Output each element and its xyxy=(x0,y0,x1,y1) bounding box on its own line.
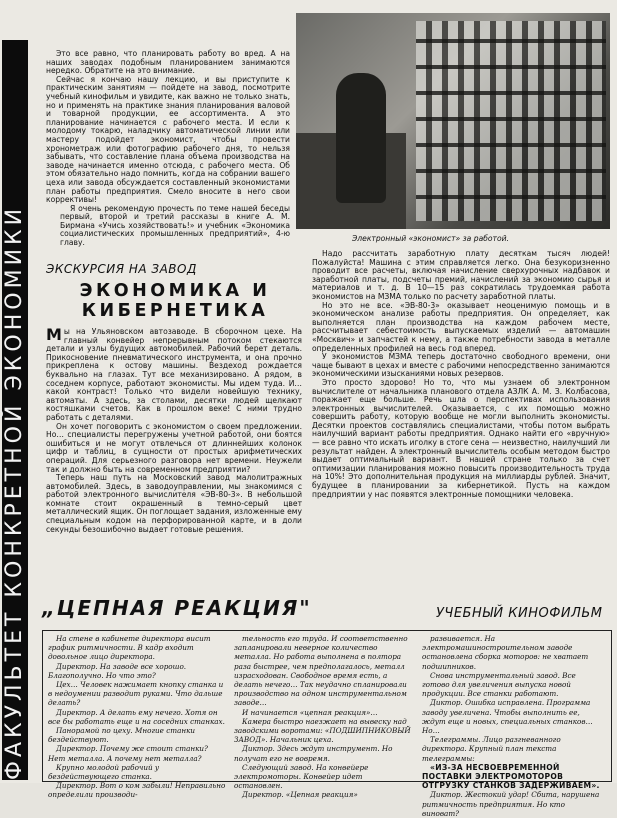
intro-paragraph: Это все равно, что планировать работу во вред. А на наших заводах подобным планированием занимаются нередко. Обратите на это внимание. xyxy=(46,49,290,76)
film-label: УЧЕБНЫЙ КИНОФИЛЬМ xyxy=(436,606,603,621)
film-paragraph: Телеграммы. Лицо разгневанного директора. Крупный план текста телеграммы: xyxy=(422,735,561,763)
article-paragraph: Это просто здорово! Но то, что мы узнаем об электронном вычислителе от начальника планового отдела АЗЛК А. М. З. Колбасова, поражает еще больше. Речь шла о перспективах использования электронных вычислителей. Оказывается, с их помощью можно совершить работу, которую вообще не могли выполнить экономисты. Десятки проектов составлялись специалистами, чтобы потом выбрать наилучший вариант работы предприятия. Однако найти его «вручную» — все равно что искать иголку в стоге сена — неизвестно, наилучший ли результат найден. А электронный вычислитель особым методом быстро выдает оптимальный вариант. В нашей стране только за счет оптимизации планирования можно повысить производительность труда на 10%! Это дополнительная продукция на миллиарды рублей. Значит, будущее в планировании за кибернетикой. Пусть на каждом предприятии у нас появятся электронные помощники человека. xyxy=(312,377,610,499)
article-paragraph: Но это не все. «ЭВ-80-3» оказывает неоценимую помощь и в экономическом анализе работы предприятия. Он определяет, как выполняется план производства на каждом рабочем месте, рассчитывает себестоимость выпускаемых изделий — автомашин «Москвич» и запчастей к нему, а также потребности завода в металле определенных профилей на весь год вперед. xyxy=(312,300,610,353)
film-title: „ЦЕПНАЯ РЕАКЦИЯ" xyxy=(42,596,312,620)
film-paragraph: Панорамой по цеху. Многие станки бездействуют. xyxy=(48,726,196,745)
film-telegram: «ИЗ-ЗА НЕСВОЕВРЕМЕННОЙ ПОСТАВКИ ЭЛЕКТРОМОТОРОВ ОТГРУЗКУ СТАНКОВ ЗАДЕРЖИВАЕМ». xyxy=(422,762,600,791)
film-paragraph: Камера быстро наезжает на вывеску над заводскими воротами: «ПОДШИПНИКОВЫЙ ЗАВОД». Начальник цеха. xyxy=(234,716,411,745)
film-paragraph: Цех… Человек нажимает кнопку станка и в недоумении разводит руками. Что дальше делать? xyxy=(48,680,224,708)
intro-paragraph: Сейчас я кончаю нашу лекцию, и вы приступите к практическим занятиям — пойдете на завод, посмотрите учебный кинофильм и увидите, как важно не только знать, но и применять на практике знания планирования валовой и товарной продукции, ее ассортимента. А это планирование начинается с рабочего места. И если к молодому токарю, наладчику автоматической линии или мастеру подойдет экономист, чтобы провести хронометраж или фотографию рабочего дня, то нельзя забывать, что составление плана объема производства на заводе начинается именно отсюда, с рабочего места. Об этом обязательно надо помнить, когда на собрании вашего цеха или завода обсуждается составленный экономистами план работы предприятия. Смело вносите в него свои коррективы! xyxy=(46,74,290,205)
photo-electronic-economist xyxy=(296,13,610,229)
film-paragraph: Директор. На заводе все хорошо. Благополучно. Но что это? xyxy=(48,661,187,680)
film-paragraph: Диктор. Жестокий удар! Сбита, нарушена ритмичность предприятия. Но кто виноват? xyxy=(422,790,600,818)
film-paragraph: Следующий завод. На конвейере электромоторы. Конвейер идет остановлен. xyxy=(234,762,369,791)
article-left-column xyxy=(46,325,302,534)
film-column-3 xyxy=(422,634,604,818)
article-right-column xyxy=(312,250,610,499)
intro-paragraph: Я очень рекомендую прочесть по теме нашей беседы первый, второй и третий рассказы в книге А. М. Бирмана «Учись хозяйствовать!» и учебник «Экономика социалистических промышленных предприятий», 4-ю главу. xyxy=(60,203,290,248)
film-column-1 xyxy=(48,634,226,800)
film-paragraph: Директор. «Цепная реакция» xyxy=(242,790,358,800)
article-paragraph: ы на Ульяновском автозаводе. В сборочном цехе. На главный конвейер непрерывным потоком стекаются детали и узлы будущих автомобилей. Рабочий берет деталь. Прикосновение пневматического инструмента, и она прочно прикреплена к остову машины. Вездеход рождается буквально на глазах. Тут все механизировано. А рядом, в соседнем корпусе, работают экономисты. Мы идем туда. И… какой контраст! Только что видели новейшую технику, автоматы. А здесь, за столами, десятки людей щелкают костяшками счетов. Как в прошлом веке! С ними трудно работать с деталями. xyxy=(46,327,302,422)
film-paragraph: Диктор. Здесь ждут инструмент. Но получат его не вовремя. xyxy=(234,744,393,763)
film-paragraph: Директор. А делать ему нечего. Хотя он все бы работать еще и на соседних станках. xyxy=(48,707,225,726)
film-paragraph: Диктор. Ошибка исправлена. Программа заводу увеличена. Чтобы выполнить ее, ждут еще и новых, специальных станков… Но… xyxy=(422,698,593,736)
photo-person xyxy=(336,73,386,203)
article-paragraph: Теперь наш путь на Московский завод малолитражных автомобилей. Здесь, в заводоуправлении, мы знакомимся с работой электронного вычислителя «ЭВ-80-3». В небольшой комнате стоит окрашенный в темно-серый цвет металлический ящик. Он поглощает задания, изложенные ему специальным кодом на перфорированной карте, и в доли секунды безошибочно выдает готовые решения. xyxy=(46,473,302,534)
photo-shelf-lines xyxy=(416,21,606,221)
drop-cap: М xyxy=(46,325,62,344)
photo-caption: Электронный «экономист» за работой. xyxy=(352,234,509,243)
film-paragraph: Крупно молодой рабочий у бездействующего станка. xyxy=(48,762,160,782)
stripe-title: ФАКУЛЬТЕТ КОНКРЕТНОЙ ЭКОНОМИКИ xyxy=(2,204,27,780)
article-paragraph: У экономистов МЗМА теперь достаточно свободного времени, они чаще бывают в цехах и вместе с рабочими непосредственно занимаются экономическими изысканиями новых резервов. xyxy=(312,352,610,379)
vertical-stripe xyxy=(2,40,28,780)
film-paragraph: И начинается «цепная реакция»… xyxy=(242,707,378,717)
film-paragraph: На стене в кабинете директора висит график ритмичности. В кадр входит довольное лицо директора. xyxy=(48,634,211,662)
film-paragraph: развивается. На электромашиностроительном заводе остановлена сборка моторов: не хватает подшипников. xyxy=(422,634,589,671)
film-paragraph: Снова инструментальный завод. Все готово для увеличения выпуска новой продукции. Все станки работают. xyxy=(422,670,576,699)
film-paragraph: Директор. Вот о ком забыли! Неправильно определили производи- xyxy=(48,781,226,800)
article-kicker: ЭКСКУРСИЯ НА ЗАВОД xyxy=(46,262,197,276)
article-paragraph: Надо рассчитать заработную плату десяткам тысяч людей! Пожалуйста! Машина с этим справляется легко. Она безукоризненно проводит все расчеты, включая начисление сверхурочных надбавок и заработной платы, подсчеты премий, начислений за экономию сырья и материалов и т. д. В 10—15 раз сократилась трудоемкая работа экономистов на МЗМА только по расчету заработной платы. xyxy=(312,249,610,301)
intro-column xyxy=(46,50,290,248)
film-column-2 xyxy=(234,634,412,800)
article-paragraph: Он хочет поговорить с экономистом о своем предложении. Но… специалисты перегружены учетной работой, они боятся ошибиться и не могут отвлечься от длиннейших колонок цифр и таблиц, в сущности от простых арифметических операций. Для серьезного разговора нет времени. Неужели так и должно быть на современном предприятии? xyxy=(46,421,302,474)
film-paragraph: тельность его труда. И соответственно запланировали неверное количество металла. Но работа выполнена в полтора раза быстрее, чем предполагалось, металл израсходован. Свободное время есть, а делать нечего… Так неудачно спланировали производство на одном инструментальном заводе… xyxy=(234,634,408,708)
film-paragraph: Директор. Почему же стоит станки? Нет металла. А почему нет металла? xyxy=(48,744,208,763)
article-headline: ЭКОНОМИКА И КИБЕРНЕТИКА xyxy=(79,281,271,321)
